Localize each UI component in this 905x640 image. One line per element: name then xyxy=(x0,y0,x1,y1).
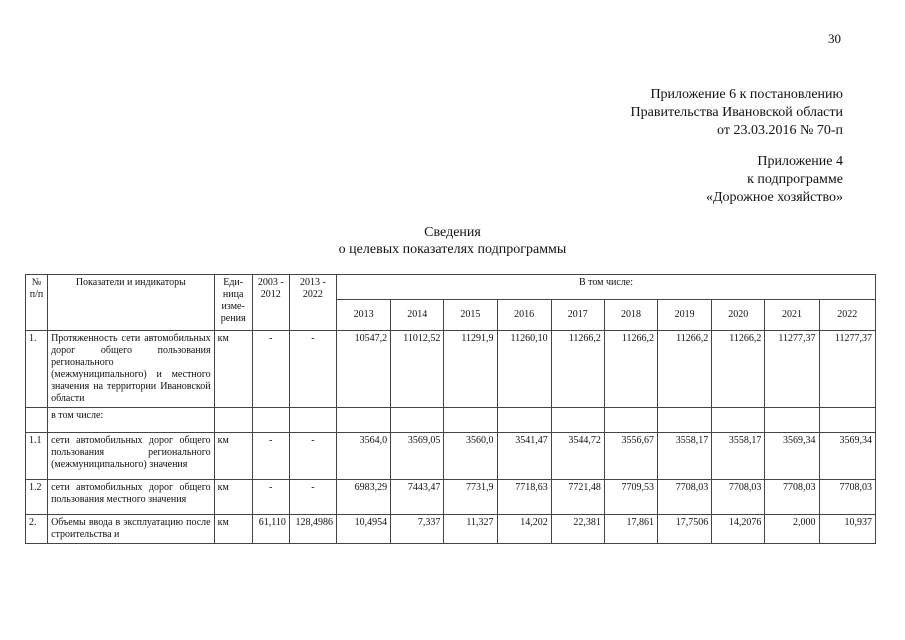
row-value: 17,7506 xyxy=(658,515,712,544)
row-value: 11266,2 xyxy=(712,331,765,408)
document-title xyxy=(0,224,905,258)
table-row xyxy=(26,515,876,544)
row-value: 11277,37 xyxy=(765,331,819,408)
row-value: 3544,72 xyxy=(551,433,604,480)
row-value: 11277,37 xyxy=(819,331,875,408)
header-including: В том числе: xyxy=(337,275,876,300)
page-number: 30 xyxy=(828,31,841,46)
row-value: 7731,9 xyxy=(444,480,497,515)
appendix-line-1: Приложение 6 к постановлению xyxy=(650,87,843,102)
header-year: 2020 xyxy=(712,300,765,331)
header-2003-2012: 2003 - 2012 xyxy=(252,275,289,331)
table-header-row xyxy=(26,275,876,300)
row-indicator: сети автомобильных дорог общего пользования местного значения xyxy=(48,480,215,515)
row-value: 3560,0 xyxy=(444,433,497,480)
row-value: 7443,47 xyxy=(391,480,444,515)
appendix-line-3: от 23.03.2016 № 70-п xyxy=(717,123,843,138)
row-value: 6983,29 xyxy=(337,480,391,515)
row-value: 3558,17 xyxy=(712,433,765,480)
row-num: 2. xyxy=(26,515,48,544)
row-indicator: сети автомобильных дорог общего пользования регионального (межмуниципального) значения xyxy=(48,433,215,480)
indicators-table xyxy=(25,274,876,544)
appendix-line-2: Правительства Ивановской области xyxy=(630,105,843,120)
table-row xyxy=(26,480,876,515)
sub-appendix-line-2: к подпрограмме xyxy=(747,172,843,187)
header-2013-2022: 2013 - 2022 xyxy=(289,275,336,331)
table-row xyxy=(26,433,876,480)
row-unit: км xyxy=(214,480,252,515)
row-num: 1.1 xyxy=(26,433,48,480)
header-year: 2014 xyxy=(391,300,444,331)
row-value: 7718,63 xyxy=(497,480,551,515)
row-value: 14,202 xyxy=(497,515,551,544)
sub-appendix-line-1: Приложение 4 xyxy=(757,154,843,169)
row-num: 1. xyxy=(26,331,48,408)
row-value: 10,937 xyxy=(819,515,875,544)
row-value: 11266,2 xyxy=(658,331,712,408)
row-value: 3569,34 xyxy=(819,433,875,480)
row-unit: км xyxy=(214,331,252,408)
row-value: 3569,05 xyxy=(391,433,444,480)
sub-appendix-header xyxy=(706,153,843,207)
row-value: 11266,2 xyxy=(604,331,657,408)
row-value: 11260,10 xyxy=(497,331,551,408)
row-value: 7708,03 xyxy=(658,480,712,515)
row-value xyxy=(819,408,875,433)
row-value xyxy=(551,408,604,433)
header-num: № п/п xyxy=(26,275,48,331)
row-2013-2022: - xyxy=(289,331,336,408)
row-value xyxy=(444,408,497,433)
row-value xyxy=(765,408,819,433)
header-year: 2022 xyxy=(819,300,875,331)
sub-appendix-line-3: «Дорожное хозяйство» xyxy=(705,190,843,205)
row-value: 14,2076 xyxy=(712,515,765,544)
row-indicator: Объемы ввода в эксплуатацию после строительства и xyxy=(48,515,215,544)
row-value xyxy=(712,408,765,433)
row-value: 3541,47 xyxy=(497,433,551,480)
row-value: 22,381 xyxy=(551,515,604,544)
header-year: 2013 xyxy=(337,300,391,331)
row-value: 2,000 xyxy=(765,515,819,544)
row-value xyxy=(658,408,712,433)
row-num: 1.2 xyxy=(26,480,48,515)
row-2003-2012: - xyxy=(252,433,289,480)
header-unit: Еди-ница изме-рения xyxy=(214,275,252,331)
row-value xyxy=(497,408,551,433)
header-year: 2016 xyxy=(497,300,551,331)
row-value: 11012,52 xyxy=(391,331,444,408)
header-year: 2015 xyxy=(444,300,497,331)
row-value: 7708,03 xyxy=(765,480,819,515)
appendix-header xyxy=(631,86,843,140)
row-value: 3556,67 xyxy=(604,433,657,480)
row-2003-2012: - xyxy=(252,331,289,408)
row-value xyxy=(604,408,657,433)
row-value: 10,4954 xyxy=(337,515,391,544)
header-year: 2018 xyxy=(604,300,657,331)
row-unit: км xyxy=(214,515,252,544)
row-value xyxy=(337,408,391,433)
row-2003-2012 xyxy=(252,408,289,433)
row-unit xyxy=(214,408,252,433)
header-indicator: Показатели и индикаторы xyxy=(48,275,215,331)
row-value: 3569,34 xyxy=(765,433,819,480)
row-value: 7708,03 xyxy=(712,480,765,515)
row-value: 11,327 xyxy=(444,515,497,544)
row-indicator: в том числе: xyxy=(48,408,215,433)
row-value: 3564,0 xyxy=(337,433,391,480)
row-value: 3558,17 xyxy=(658,433,712,480)
row-num xyxy=(26,408,48,433)
row-value: 7708,03 xyxy=(819,480,875,515)
row-value: 10547,2 xyxy=(337,331,391,408)
row-2013-2022: - xyxy=(289,480,336,515)
title-line-2: о целевых показателях подпрограммы xyxy=(338,242,567,257)
row-value: 7721,48 xyxy=(551,480,604,515)
row-value: 17,861 xyxy=(604,515,657,544)
header-year: 2019 xyxy=(658,300,712,331)
row-2013-2022: 128,4986 xyxy=(289,515,336,544)
row-unit: км xyxy=(214,433,252,480)
row-2003-2012: - xyxy=(252,480,289,515)
row-2013-2022: - xyxy=(289,433,336,480)
table-row xyxy=(26,408,876,433)
row-2003-2012: 61,110 xyxy=(252,515,289,544)
title-line-1: Сведения xyxy=(424,225,481,240)
header-year: 2021 xyxy=(765,300,819,331)
table-row xyxy=(26,331,876,408)
row-value: 11266,2 xyxy=(551,331,604,408)
row-value: 7709,53 xyxy=(604,480,657,515)
row-value: 11291,9 xyxy=(444,331,497,408)
row-value xyxy=(391,408,444,433)
row-indicator: Протяженность сети автомобильных дорог общего пользования регионального (межмуниципального) и местного значения на территории Ивановской области xyxy=(48,331,215,408)
row-value: 7,337 xyxy=(391,515,444,544)
header-year: 2017 xyxy=(551,300,604,331)
row-2013-2022 xyxy=(289,408,336,433)
